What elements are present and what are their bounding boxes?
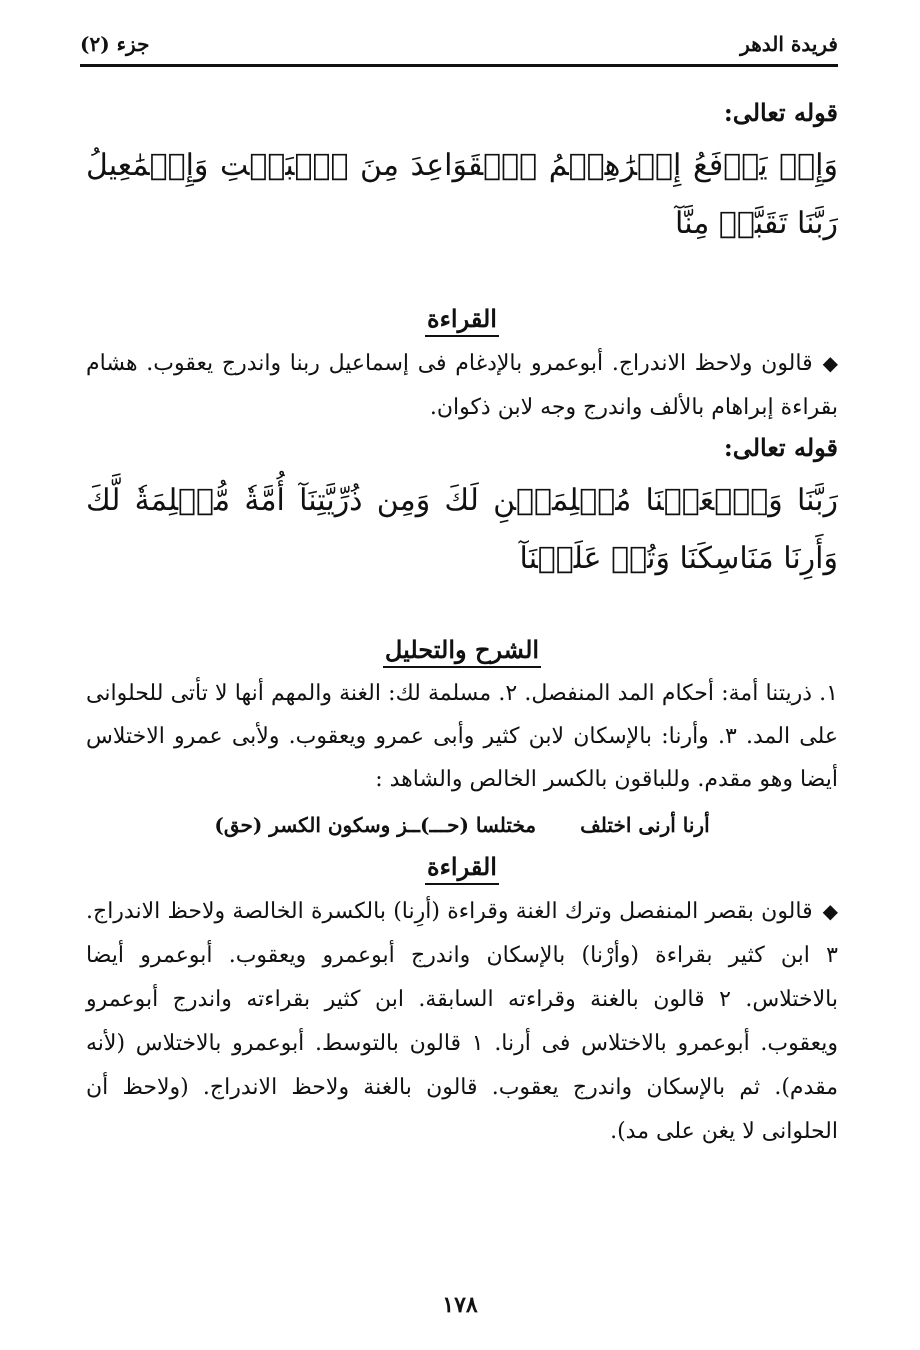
heading-text: الشرح والتحليل: [383, 635, 541, 668]
diamond-bullet-icon: ◆: [822, 351, 838, 375]
reading-bullet-2: [86, 889, 838, 1154]
page-header: [80, 22, 838, 67]
section-heading-qiraa-2: [86, 845, 838, 889]
section-heading-qiraa-1: [86, 297, 838, 341]
poem-hemistich-left: مختلسا (حـــ)ــز وسكون الكسر (حق): [214, 813, 537, 837]
reading-text-1: قالون ولاحظ الاندراج. أبوعمرو بالإدغام فى إسماعيل ربنا واندرج يعقوب. هشام بقراءة إبراهام بالألف واندرج وجه لابن ذكوان.: [86, 351, 838, 420]
diamond-bullet-icon: ◆: [822, 899, 838, 923]
page-number: ١٧٨: [442, 1292, 478, 1318]
quran-verse-1: وَإِذۡ يَرۡفَعُ إِبۡرَٰهِـۧمُ ٱلۡقَوَاعِدَ مِنَ ٱلۡبَيۡتِ وَإِسۡمَٰعِيلُ رَبَّنَا تَقَبَّلۡ مِنَّآ: [86, 148, 838, 241]
page-content: [86, 95, 838, 1290]
reading-bullet-1: [86, 341, 838, 430]
section-heading-sharh: [86, 628, 838, 672]
poem-hemistich-right: أرنا أرنى اختلف: [580, 813, 710, 837]
reading-text-2: قالون بقصر المنفصل وترك الغنة وقراءة (أرِنا) بالكسرة الخالصة ولاحظ الاندراج. ٣ ابن كثير بقراءة (وأرْنا) بالإسكان واندرج أبوعمرو ويعقوب. أبوعمرو أيضا بالاختلاس. ٢ قالون بالغنة وقراءته السابقة. ابن كثير بقراءته واندرج أبوعمرو ويعقوب. أبوعمرو بالاختلاس فى أرنا. ١ قالون بالتوسط. أبوعمرو بالاختلاس (لأنه مقدم). ثم بالإسكان واندرج يعقوب. قالون بالغنة ولاحظ الاندراج. (ولاحظ أن الحلوانى لا يغن على مد).: [86, 899, 838, 1144]
commentary-paragraph: ١. ذريتنا أمة: أحكام المد المنفصل. ٢. مسلمة لك: الغنة والمهم أنها لا تأتى للحلوانى على المد. ٣. وأرنا: بالإسكان لابن كثير وأبى عمرو ويعقوب. ولأبى عمرو الاختلاس أيضا وهو مقدم. وللباقون بالكسر الخالص والشاهد :: [86, 681, 838, 792]
heading-text: القراءة: [425, 852, 499, 885]
quran-verse-2: رَبَّنَا وَٱجۡعَلۡنَا مُسۡلِمَيۡنِ لَكَ وَمِن ذُرِّيَّتِنَآ أُمَّةٗ مُّسۡلِمَةٗ لَّكَ وَأَرِنَا مَنَاسِكَنَا وَتُبۡ عَلَيۡنَآ: [86, 483, 838, 576]
heading-text: القراءة: [425, 304, 499, 337]
poem-line: [86, 805, 838, 845]
verse-label-2: قوله تعالى:: [723, 433, 838, 462]
part-label: جزء (٢): [80, 32, 150, 56]
verse-label-1: قوله تعالى:: [723, 98, 838, 127]
book-title: فريدة الدهر: [740, 32, 838, 56]
